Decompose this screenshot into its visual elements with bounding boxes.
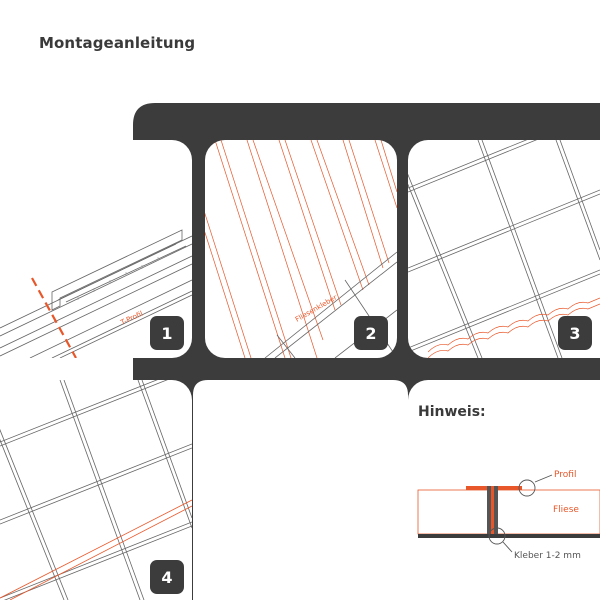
- adhesive-thickness-label: Kleber 1-2 mm: [514, 551, 581, 561]
- step-3-badge: 3: [558, 316, 592, 350]
- page-title: Montageanleitung: [39, 34, 196, 52]
- t-profile-label: T-Profil: [119, 309, 145, 327]
- profile-label: Profil: [554, 470, 577, 480]
- step-1-badge: 1: [150, 316, 184, 350]
- note-title: Hinweis:: [418, 404, 486, 420]
- tile-label: Fliese: [553, 505, 579, 515]
- step-4-badge: 4: [150, 560, 184, 594]
- step-2-badge: 2: [354, 316, 388, 350]
- adhesive-label: Fliesenkleber: [294, 293, 339, 324]
